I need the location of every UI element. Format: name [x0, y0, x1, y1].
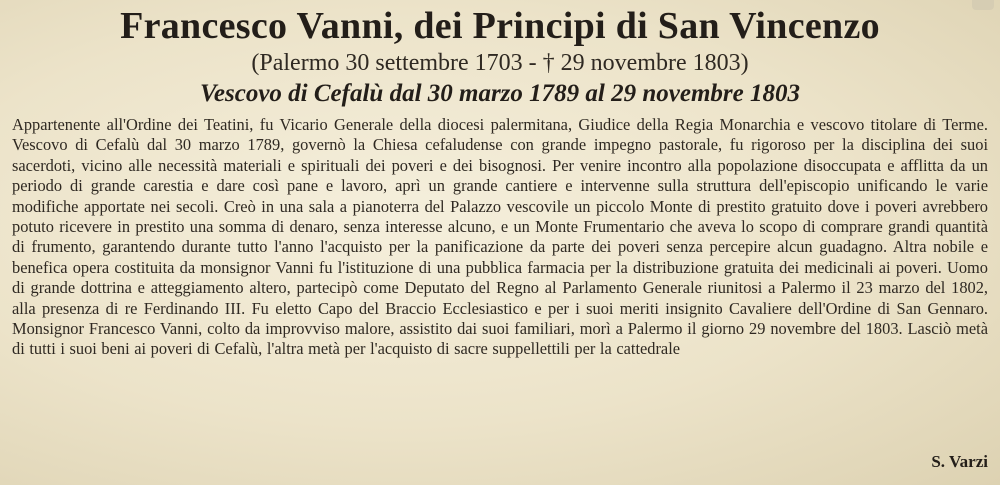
life-dates: (Palermo 30 settembre 1703 - † 29 novembre 1803) — [251, 50, 749, 76]
author-signature: S. Varzi — [931, 452, 988, 471]
bishop-office-dates: Vescovo di Cefalù dal 30 marzo 1789 al 29 novembre 1803 — [200, 80, 800, 107]
corner-mark — [972, 0, 994, 10]
biography-text: Appartenente all'Ordine dei Teatini, fu Vicario Generale della diocesi palermitana, Giudice della Regia Monarchia e vescovo titolare di Terme. Vescovo di Cefalù dal 30 marzo 1789, governò la Chiesa cefaludense con grande impegno pastorale, fu rigoroso per la disciplina dei suoi sacerdoti, vicino alle necessità materiali e spirituali dei poveri e dei bisognosi. Per venire incontro alla popolazione disoccupata e afflitta da un periodo di grande carestia e dare così pane e lavoro, aprì un grande cantiere e intervenne sulla struttura dell'episcopio unificando le varie modifiche apportate nei secoli. Creò in una sala a pianoterra del Palazzo vescovile un piccolo Monte di prestito gratuito dove i poveri avrebbero potuto ricevere in prestito una somma di denaro, senza interesse alcuno, e un Monte Frumentario che aveva lo scopo di comprare grandi quantità di frumento, garantendo durante tutto l'anno l'acquisto per la panificazione da parte dei poveri senza percepire alcun guadagno. Altra nobile e benefica opera costituita da monsignor Vanni fu l'istituzione di una pubblica farmacia per la distribuzione gratuita dei medicinali ai poveri. Uomo di grande dottrina e atteggiamento altero, partecipò come Deputato del Regno al Parlamento Generale riunitosi a Palermo il 23 marzo del 1802, alla presenza di re Ferdinando III. Fu eletto Capo del Braccio Ecclesiastico e per i suoi meriti insignito Cavaliere dell'Ordine di San Gennaro. Monsignor Francesco Vanni, colto da improvviso malore, assistito dai suoi familiari, morì a Palermo il giorno 29 novembre del 1803. Lasciò metà di tutti i suoi beni ai poveri di Cefalù, l'altra metà per l'acquisto di sacre suppellettili per la cattedrale — [12, 115, 988, 359]
plaque-title: Francesco Vanni, dei Principi di San Vincenzo — [120, 5, 880, 47]
